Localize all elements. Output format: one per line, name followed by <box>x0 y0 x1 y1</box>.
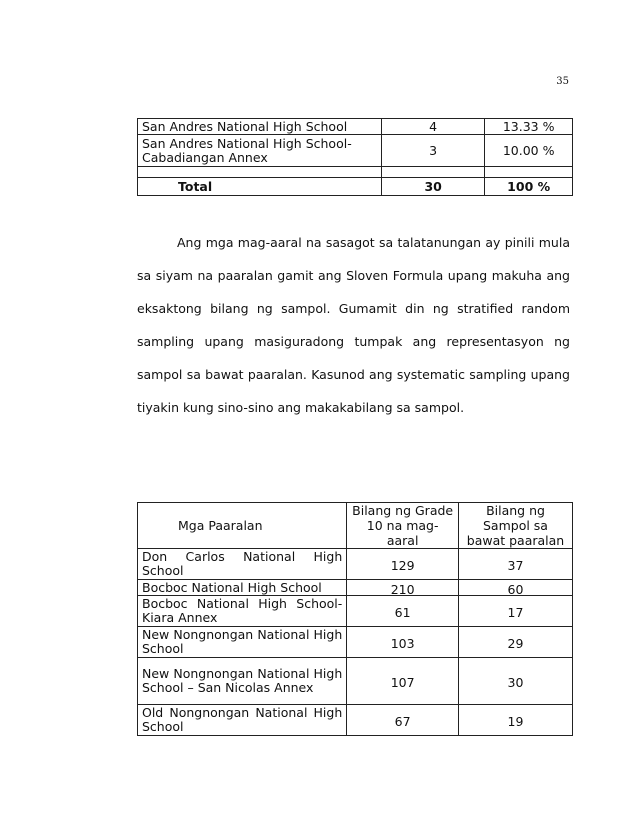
sample-count-cell: 37 <box>507 558 524 573</box>
grade10-count-cell: 67 <box>394 714 411 729</box>
table-row <box>138 135 573 167</box>
table-row <box>138 119 573 135</box>
sample-count-cell: 29 <box>507 636 524 651</box>
empty-row <box>138 167 573 178</box>
grade10-count-cell: 210 <box>390 581 415 597</box>
percent-cell: 13.33 % <box>485 119 573 135</box>
school-name-cell: San Andres National High School <box>138 119 382 135</box>
school-name-cell: San Andres National High School-Cabadiangan Annex <box>138 135 382 167</box>
page-number: 35 <box>556 76 569 87</box>
school-name-cell: New Nongnongan National High School <box>138 627 347 658</box>
header-grade10-count: Bilang ng Grade 10 na mag-aaral <box>347 503 459 549</box>
table-row <box>138 705 573 736</box>
sample-count-cell: 17 <box>507 605 524 620</box>
grade10-count-cell: 129 <box>390 558 415 573</box>
total-row <box>138 178 573 196</box>
schools-sampling-table <box>137 502 573 736</box>
school-name-cell: Bocboc National High School- Kiara Annex <box>138 596 347 627</box>
count-cell: 4 <box>381 119 484 135</box>
table-row <box>138 549 573 580</box>
header-schools: Mga Paaralan <box>138 503 347 549</box>
sample-summary-table <box>137 118 573 196</box>
total-count: 30 <box>381 178 484 196</box>
school-name-cell: Don Carlos National High School <box>138 549 347 580</box>
school-name-cell: Old Nongnongan National High School <box>138 705 347 736</box>
table-row <box>138 627 573 658</box>
table-row <box>138 658 573 705</box>
grade10-count-cell: 61 <box>394 605 411 620</box>
grade10-count-cell: 107 <box>390 675 415 690</box>
body-paragraph: Ang mga mag-aaral na sasagot sa talatanungan ay pinili mula sa siyam na paaralan gamit ang Sloven Formula upang makuha ang eksaktong bilang ng sampol. Gumamit din ng stratified random sampling upang masiguradong tumpak ang representasyon ng sampol sa bawat paaralan. Kasunod ang systematic sampling upang tiyakin kung sino-sino ang makakabilang sa sampol. <box>137 235 570 415</box>
school-name-cell: Bocboc National High School <box>138 580 347 596</box>
sample-count-cell: 30 <box>507 675 524 690</box>
sample-count-cell: 19 <box>507 714 524 729</box>
total-percent: 100 % <box>485 178 573 196</box>
grade10-count-cell: 103 <box>390 636 415 651</box>
table-row <box>138 596 573 627</box>
table-header-row <box>138 503 573 549</box>
school-name-cell: New Nongnongan National High School – San Nicolas Annex <box>138 658 347 705</box>
total-label: Total <box>138 178 382 196</box>
percent-cell: 10.00 % <box>485 135 573 167</box>
sample-count-cell: 60 <box>507 581 524 597</box>
header-sample-count: Bilang ng Sampol sa bawat paaralan <box>459 503 573 549</box>
count-cell: 3 <box>381 135 484 167</box>
table-row <box>138 580 573 596</box>
